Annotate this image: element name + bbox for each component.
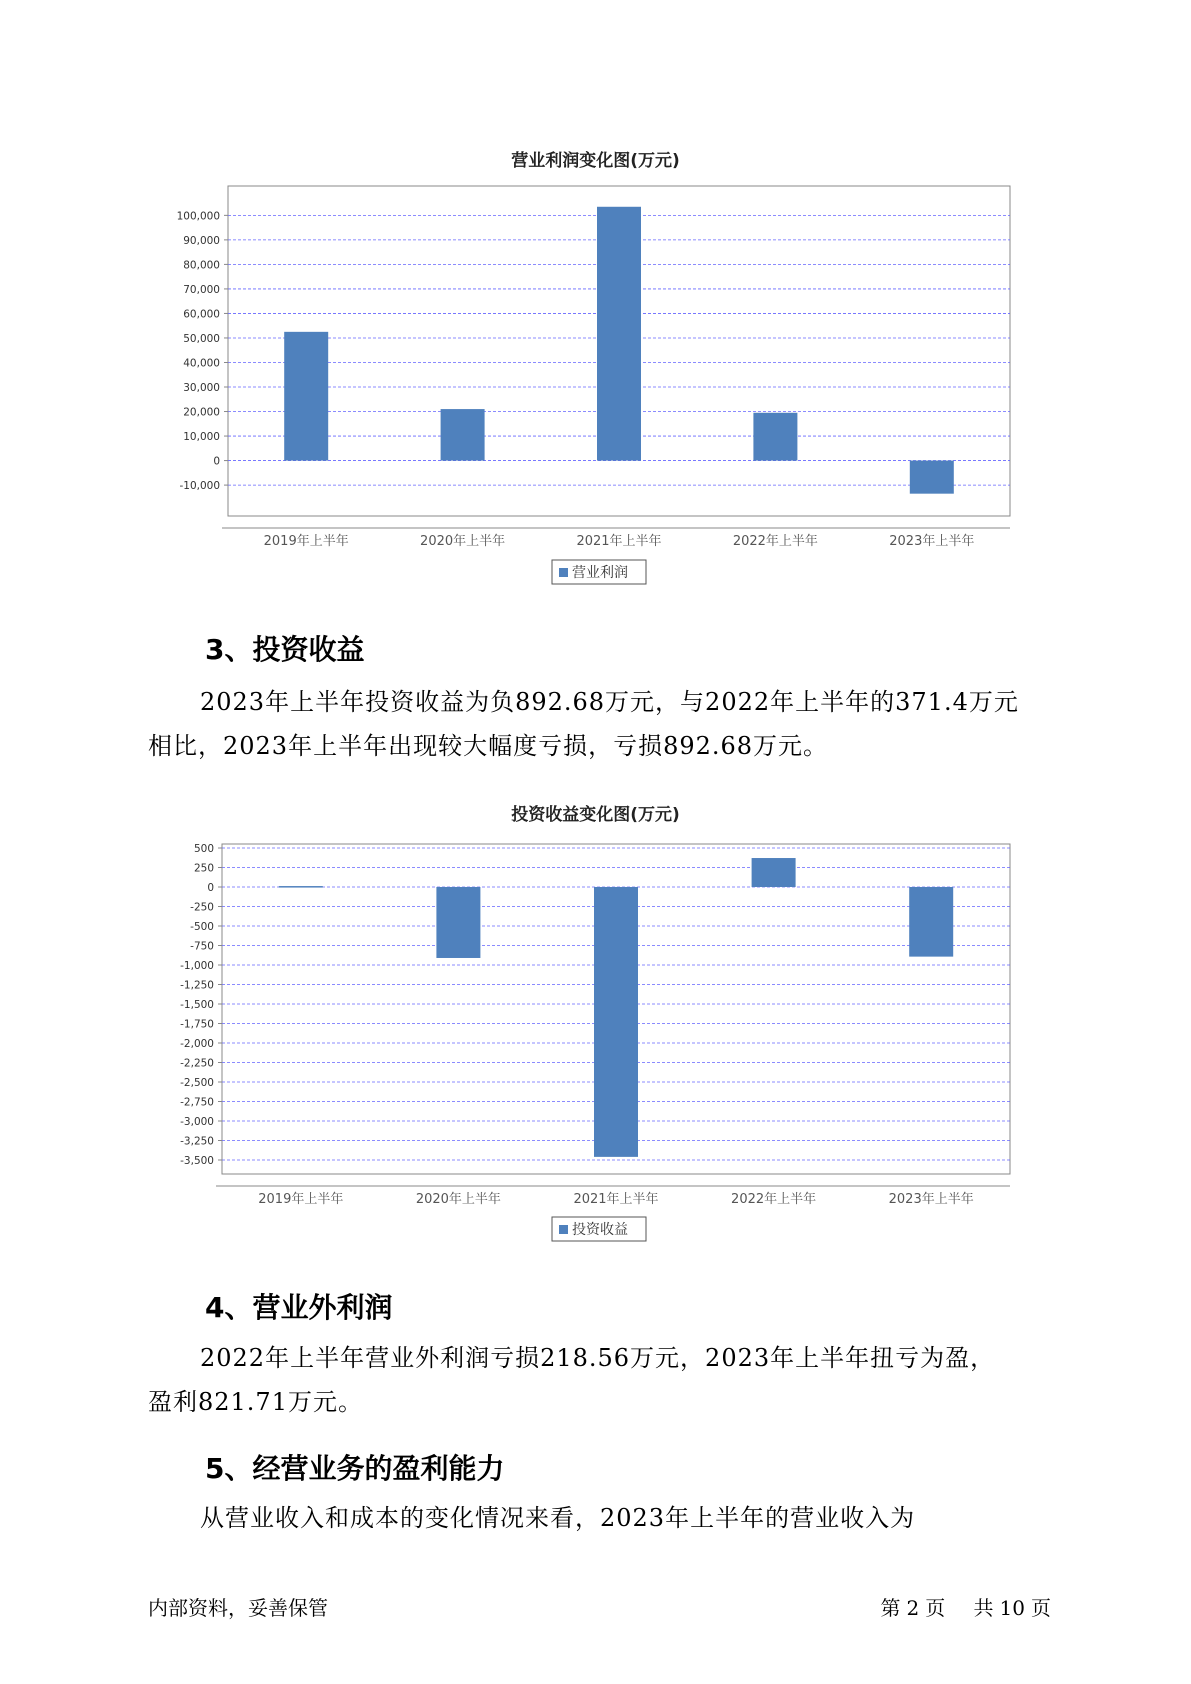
paragraph-line: 盈利821.71万元。: [148, 1388, 363, 1416]
chart1-title: 营业利润变化图(万元): [511, 151, 680, 171]
y-tick-label: 500: [193, 843, 214, 855]
x-tick-label: 2023年上半年: [889, 534, 975, 549]
y-tick-label: -1,500: [180, 999, 214, 1011]
y-tick-label: -10,000: [179, 480, 220, 493]
y-tick-label: -750: [190, 940, 214, 953]
paragraph-line: 从营业收入和成本的变化情况来看，2023年上半年的营业收入为: [200, 1504, 916, 1532]
page-current: 2: [906, 1596, 920, 1620]
y-tick-label: -3,000: [180, 1116, 214, 1128]
y-tick-label: -1,750: [180, 1018, 214, 1031]
x-tick-label: 2020年上半年: [415, 1192, 501, 1207]
y-tick-label: 250: [193, 862, 214, 875]
section-4-heading: 4、营业外利润: [205, 1291, 393, 1324]
y-tick-label: -2,250: [180, 1057, 214, 1070]
x-tick-label: 2022年上半年: [731, 1192, 817, 1207]
y-tick-label: 90,000: [183, 234, 220, 247]
x-tick-label: 2019年上半年: [263, 534, 349, 549]
section-3-heading: 3、投资收益: [205, 633, 365, 666]
total-prefix: 共: [973, 1596, 994, 1620]
y-tick-label: -1,000: [180, 960, 214, 972]
paragraph-line: 2022年上半年营业外利润亏损218.56万元，2023年上半年扭亏为盈，: [200, 1344, 996, 1372]
y-tick-label: -3,500: [180, 1155, 214, 1167]
section-5-heading: 5、经营业务的盈利能力: [205, 1452, 505, 1485]
chart2-title: 投资收益变化图(万元): [511, 805, 680, 825]
legend-swatch: [559, 1225, 568, 1234]
y-tick-label: 40,000: [183, 357, 220, 370]
page-prefix: 第: [880, 1596, 901, 1620]
y-tick-label: 0: [207, 882, 214, 894]
y-tick-label: -1,250: [180, 979, 214, 992]
y-tick-label: -3,250: [180, 1135, 214, 1148]
bar: [436, 887, 480, 958]
total-unit: 页: [1031, 1596, 1051, 1620]
x-tick-label: 2020年上半年: [420, 534, 506, 549]
bar: [909, 887, 953, 957]
bar: [752, 858, 796, 887]
x-tick-label: 2019年上半年: [258, 1192, 344, 1207]
y-tick-label: 10,000: [183, 431, 220, 444]
page-unit: 页: [925, 1596, 946, 1620]
page-total: 10: [999, 1596, 1025, 1620]
x-tick-label: 2021年上半年: [573, 1192, 659, 1207]
y-tick-label: -2,000: [180, 1038, 214, 1050]
y-tick-label: 20,000: [183, 406, 220, 419]
section-4-paragraph: [148, 1336, 1068, 1424]
y-tick-label: 30,000: [183, 382, 220, 395]
y-tick-label: -250: [190, 901, 214, 914]
y-tick-label: -2,500: [180, 1077, 214, 1089]
footer-page-number: [874, 1592, 1051, 1621]
y-tick-label: 0: [213, 455, 220, 468]
paragraph-line: 相比，2023年上半年出现较大幅度亏损，亏损892.68万元。: [148, 732, 829, 760]
section-5-paragraph: [148, 1496, 1068, 1540]
y-tick-label: 50,000: [183, 332, 220, 345]
y-tick-label: 60,000: [183, 308, 220, 321]
x-tick-label: 2022年上半年: [732, 534, 818, 549]
footer-confidential-note: 内部资料，妥善保管: [148, 1596, 328, 1620]
x-tick-label: 2023年上半年: [888, 1192, 974, 1207]
paragraph-line: 2023年上半年投资收益为负892.68万元，与2022年上半年的371.4万元: [200, 688, 1019, 716]
legend-label: 投资收益: [572, 1222, 628, 1238]
y-tick-label: 70,000: [183, 283, 220, 296]
x-tick-label: 2021年上半年: [576, 534, 662, 549]
legend-label: 营业利润: [572, 565, 628, 581]
y-tick-label: 100,000: [176, 210, 220, 223]
y-tick-label: -500: [190, 921, 214, 933]
bar: [594, 887, 638, 1157]
y-tick-label: -2,750: [180, 1096, 214, 1109]
bar: [279, 886, 323, 888]
y-tick-label: 80,000: [183, 259, 220, 272]
